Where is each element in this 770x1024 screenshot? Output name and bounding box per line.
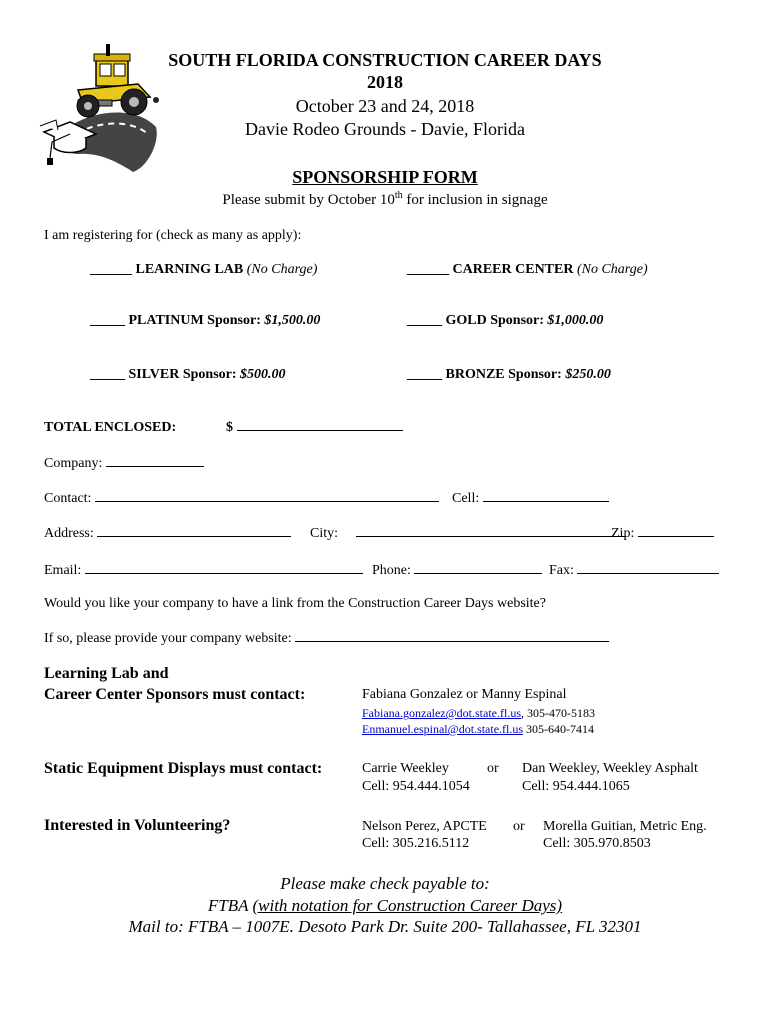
static-contact-1-name: Carrie Weekley <box>362 761 449 776</box>
option-learning-lab[interactable]: ______ LEARNING LAB (No Charge) <box>90 262 318 277</box>
event-dates: October 23 and 24, 2018 <box>295 96 475 116</box>
option-bronze[interactable]: _____ BRONZE Sponsor: $250.00 <box>407 367 611 382</box>
static-equipment-heading: Static Equipment Displays must contact: <box>44 760 323 777</box>
city-field[interactable]: City: <box>310 526 626 542</box>
company-field[interactable]: Company: <box>44 456 204 472</box>
address-field[interactable]: Address: <box>44 526 291 542</box>
volunteer-contact-1-name: Nelson Perez, APCTE <box>362 819 487 834</box>
total-amount-field[interactable]: $ <box>226 420 403 436</box>
fabiana-email-link[interactable]: Fabiana.gonzalez@dot.state.fl.us <box>362 706 521 720</box>
static-contact-2-cell: Cell: 954.444.1065 <box>522 779 630 794</box>
mailing-address: Mail to: FTBA – 1007E. Desoto Park Dr. Suite 200- Tallahassee, FL 32301 <box>128 917 642 936</box>
static-contact-1-cell: Cell: 954.444.1054 <box>362 779 470 794</box>
learning-contact-names: Fabiana Gonzalez or Manny Espinal <box>362 687 567 702</box>
submit-deadline: Please submit by October 10th for inclusion in signage <box>222 190 548 208</box>
static-or: or <box>487 761 499 776</box>
career-center-heading: Career Center Sponsors must contact: <box>44 686 306 703</box>
payable-ftba-line: FTBA (with notation for Construction Career Days) <box>207 896 563 915</box>
volunteer-contact-2-name: Morella Guitian, Metric Eng. <box>543 819 707 834</box>
website-question: Would you like your company to have a link from the Construction Career Days website? <box>44 596 546 611</box>
enmanuel-email-link[interactable]: Enmanuel.espinal@dot.state.fl.us <box>362 722 524 736</box>
total-label: TOTAL ENCLOSED: <box>44 420 177 435</box>
website-field[interactable]: If so, please provide your company website: <box>44 631 609 647</box>
learning-lab-heading: Learning Lab and <box>44 665 169 682</box>
learning-contact-2: Enmanuel.espinal@dot.state.fl.us 305-640-7414 <box>362 722 595 736</box>
volunteer-or: or <box>513 819 525 834</box>
form-title: SPONSORSHIP FORM <box>292 167 478 187</box>
option-platinum[interactable]: _____ PLATINUM Sponsor: $1,500.00 <box>90 313 321 328</box>
volunteering-heading: Interested in Volunteering? <box>44 817 231 834</box>
phone-field[interactable]: Phone: <box>372 563 542 579</box>
option-career-center[interactable]: ______ CAREER CENTER (No Charge) <box>407 262 648 277</box>
volunteer-contact-2-cell: Cell: 305.970.8503 <box>543 836 651 851</box>
payable-line: Please make check payable to: <box>280 874 490 893</box>
event-location: Davie Rodeo Grounds - Davie, Florida <box>245 119 525 139</box>
fax-field[interactable]: Fax: <box>549 563 719 579</box>
option-gold[interactable]: _____ GOLD Sponsor: $1,000.00 <box>407 313 604 328</box>
zip-field[interactable]: Zip: <box>611 526 714 542</box>
contact-field[interactable]: Contact: <box>44 491 439 507</box>
static-contact-2-name: Dan Weekley, Weekley Asphalt <box>522 761 698 776</box>
email-field[interactable]: Email: <box>44 563 363 579</box>
event-year: 2018 <box>367 72 403 92</box>
cell-field[interactable]: Cell: <box>452 491 609 507</box>
volunteer-contact-1-cell: Cell: 305.216.5112 <box>362 836 470 851</box>
registering-label: I am registering for (check as many as apply): <box>44 228 302 243</box>
event-title: SOUTH FLORIDA CONSTRUCTION CAREER DAYS <box>168 50 602 70</box>
option-silver[interactable]: _____ SILVER Sponsor: $500.00 <box>90 367 286 382</box>
learning-contact-1: Fabiana.gonzalez@dot.state.fl.us, 305-470-5183 <box>362 706 595 720</box>
